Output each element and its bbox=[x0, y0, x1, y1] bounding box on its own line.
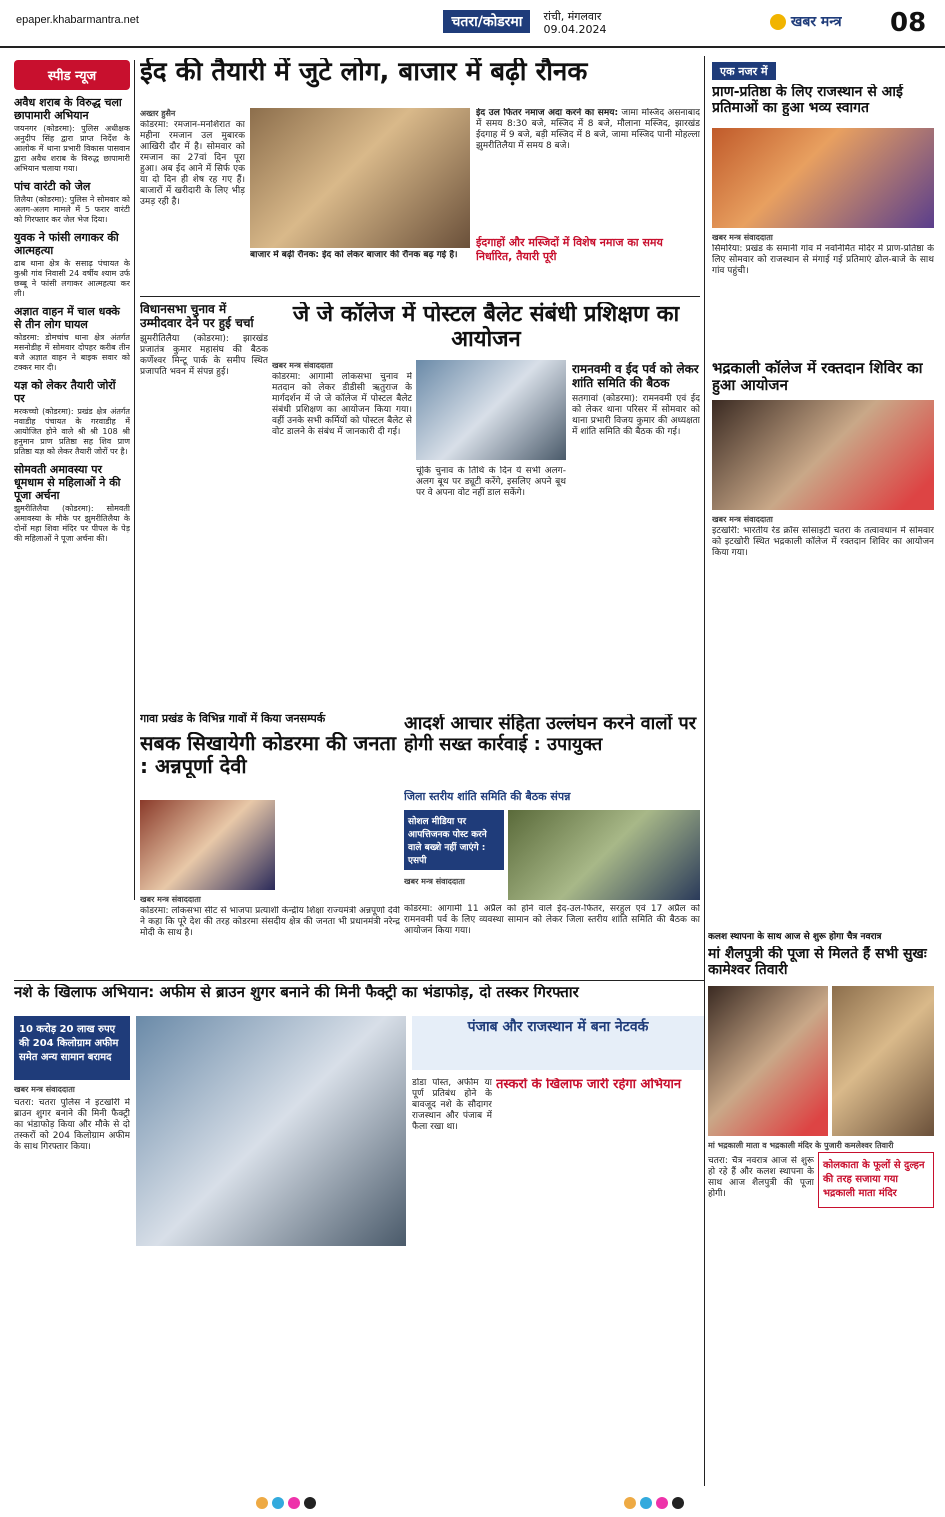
pran-headline: प्राण-प्रतिष्ठा के लिए राजस्थान से आई प्रतिमाओं का हुआ भव्य स्वागत bbox=[712, 84, 903, 117]
column-divider bbox=[704, 56, 705, 1486]
goddess-photo bbox=[708, 986, 828, 1136]
jj-headline: जे जे कॉलेज में पोस्टल बैलेट संबंधी प्रशिक्षण का आयोजन bbox=[292, 302, 680, 353]
navratra-headline: मां शैलपुत्री की पूजा से मिलते हैं सभी सुखः कामेश्वर तिवारी bbox=[708, 946, 927, 979]
speed-news-item: सोमवती अमावस्या पर धूमधाम से महिलाओं ने की पूजा अर्चना झुमरीतिलैया (कोडरमा): सोमवती अमावस्या के मौके पर झुमरीतिलैया के दोनों महा शिवा मंदिर पर पीपल के पेड़ की महिलाओं ने पूजा अर्चना की। bbox=[14, 463, 130, 543]
speed-news-item: युवक ने फांसी लगाकर की आत्महत्या ढाब थाना क्षेत्र के ससाढ़ पंचायत के कुश्री गांव निवासी 24 वर्षीय श्याम उर्फ छब्बू ने फांसी लगाकर आत्महत्या कर ली। bbox=[14, 231, 130, 298]
pran-procession-photo bbox=[712, 128, 934, 228]
eid-headline: ईद की तैयारी में जुटे लोग, बाजार में बढ़ी रौनक bbox=[140, 58, 588, 87]
brand-logo: खबर मन्त्र bbox=[770, 12, 842, 31]
column-divider bbox=[134, 60, 135, 900]
annapurna-headline: सबक सिखायेगी कोडरमा की जनता : अन्नपूर्णा देवी bbox=[140, 732, 397, 778]
blood-byline: खबर मन्त्र संवाददाता bbox=[712, 515, 773, 524]
speed-news-item: पांच वारंटी को जेल तिलैया (कोडरमा): पुलिस ने सोमवार को अलग-अलग मामले में 5 फरार वारंटी को गिरफ्तार कर जेल भेज दिया। bbox=[14, 180, 130, 224]
aachar-headline: आदर्श आचार संहिता उल्लंघन करने वालों पर होगी सख्त कार्रवाई : उपायुक्त bbox=[404, 714, 697, 755]
dateline bbox=[395, 10, 655, 36]
site-url[interactable]: epaper.khabarmantra.net bbox=[16, 14, 139, 26]
section-label: चतरा/कोडरमा bbox=[443, 10, 530, 33]
masthead bbox=[0, 0, 945, 48]
annapurna-photo bbox=[140, 800, 275, 890]
annapurna-byline: खबर मन्त्र संवाददाता bbox=[140, 895, 201, 904]
network-box: पंजाब और राजस्थान में बना नेटवर्क bbox=[412, 1016, 704, 1070]
navratra-body: चतरा: चैत्र नवरात्र आज से शुरू हो रहे हैं और कलश स्थापना के साथ आज शैलपुत्री की पूजा होगी। bbox=[708, 1156, 814, 1199]
speed-news-item: यज्ञ को लेकर तैयारी जोरों पर मरकच्चो (कोडरमा): प्रखंड क्षेत्र अंतर्गत नवाडीह पंचायत के गरवाडीह में आयोजित होने वाले श्री श्री 108 श्री हनुमान प्राण प्रतिष्ठा सह शिव प्राण प्रतिष्ठा यज्ञ को लेकर तैयारी जोरों पर है। bbox=[14, 379, 130, 456]
city-day: रांची, मंगलवार bbox=[543, 10, 602, 23]
peace-committee-photo bbox=[508, 810, 700, 900]
speed-news-label: स्पीड न्यूज bbox=[14, 60, 130, 90]
jj-byline: खबर मन्त्र संवाददाता bbox=[272, 361, 333, 370]
eid-market-photo bbox=[250, 108, 470, 248]
issue-date: 09.04.2024 bbox=[543, 23, 607, 36]
divider bbox=[14, 980, 704, 981]
speed-news-column bbox=[14, 60, 130, 900]
annapurna-body: कोडरमा: लोकसभा सीट से भाजपा प्रत्याशी केन्द्रीय शिक्षा राज्यमंत्री अन्नपूर्णा देवी ने कहा कि पूरे देश की तरह कोडरमा संसदीय क्षेत्र की जनता भी प्रधानमंत्री नरेन्द्र मोदी के साथ है। bbox=[140, 906, 400, 938]
kolkata-flowers-box: कोलकाता के फूलों से दुल्हन की तरह सजाया गया भद्रकाली माता मंदिर bbox=[818, 1152, 934, 1208]
vidhansabha-box: विधानसभा चुनाव में उम्मीदवार देने पर हुई चर्चा झुमरीतिलैया (कोडरमा): झारखंड प्रजातंत्र कुमार महासंघ की बैठक कर्णेश्वर मिन्टू पार्क के समीप स्थित प्रजापति भवन में संपन्न हुई। bbox=[140, 302, 268, 377]
ramnavami-box: रामनवमी व ईद पर्व को लेकर शांति समिति की बैठक सतगावां (कोडरमा): रामनवमी एवं ईद को लेकर थाना परिसर में सोमवार को थाना प्रभारी विजय कुमार की अध्यक्षता में शांति समिति की बैठक की गई। bbox=[572, 362, 700, 437]
navratra-kicker: कलश स्थापना के साथ आज से शुरू होगा चैत्र नवरात्र bbox=[708, 932, 882, 942]
blood-headline: भद्रकाली कॉलेज में रक्तदान शिविर का हुआ आयोजन bbox=[712, 360, 923, 395]
drug-headline: नशे के खिलाफ अभियान: अफीम से ब्राउन शुगर बनाने की मिनी फैक्ट्री का भंडाफोड़, दो तस्कर गिरफ्तार bbox=[14, 984, 579, 1001]
network-body: डोडा पोस्त, अफीम या पूर्ण प्रतिबंध होने के बावजूद नशे के सौदागर राजस्थान और पंजाब में फैला रखा था। bbox=[412, 1078, 492, 1132]
logo-icon bbox=[770, 14, 786, 30]
namaz-schedule: ईद उल फितर नमाज अदा करने का समय: जामा मस्जिद असनाबाद में समय 8:30 बजे, मस्जिद में 8 बजे, मौलाना मस्जिद, झारखंड ईदगाह में 9 बजे, बड़ी मस्जिद में 8 बजे, जामा मस्जिद पानी मोहल्ला झुमरीतिलैया में समय 8 बजे। bbox=[476, 108, 700, 151]
divider bbox=[140, 296, 700, 297]
jj-body: कोडरमा: आगामी लोकसभा चुनाव में मतदान को लेकर डीडीसी ऋतुराज के मार्गदर्शन में जे जे कॉलेज में पोस्टल बैलेट संबंधी प्रशिक्षण का आयोजन किया गया। वहीं उनके सभी कर्मियों को पोस्टल बैलेट से वोट डालने के संबंध में जानकारी दी गई। bbox=[272, 372, 412, 437]
eid-byline: अख्तर हुसैन bbox=[140, 109, 176, 118]
seizure-box: 10 करोड़ 20 लाख रुपए की 204 किलोग्राम अफीम समेत अन्य सामान बरामद bbox=[14, 1016, 130, 1080]
navratra-caption: मां भद्रकाली माता व भद्रकाली मंदिर के पुजारी कमलेश्वर तिवारी bbox=[708, 1141, 894, 1150]
priest-photo bbox=[832, 986, 934, 1136]
aachar-byline: खबर मन्त्र संवाददाता bbox=[404, 877, 465, 886]
pran-byline: खबर मन्त्र संवाददाता bbox=[712, 233, 773, 242]
aachar-kicker: जिला स्तरीय शांति समिति की बैठक संपन्न bbox=[404, 790, 571, 803]
jj-training-photo bbox=[416, 360, 566, 460]
speed-news-item: अज्ञात वाहन में चाल धक्के से तीन लोग घायल कोडरमा: डोमचांच थाना क्षेत्र अंतर्गत मसनोडीह में सोमवार दोपहर करीब तीन बजे अज्ञात वाहन ने बाइक सवार को टक्कर मार दी। bbox=[14, 305, 130, 372]
eid-body: कोडरमा: रमजान-मनशिरात का महीना रमजान उल मुबारक आखिरी दौर में है। सोमवार को रमजान का 27वां दिन पूरा हुआ। अब ईद आने में सिर्फ एक या दो दिन ही शेष रह गए हैं। बाजारों में खरीदारी के लिए भीड़ उमड़ रही है। bbox=[140, 120, 245, 207]
eid-photo-caption: बाजार में बढ़ी रौनक: ईद को लेकर बाजार की रौनक बढ़ गई है। bbox=[250, 250, 458, 260]
namaz-subhead: ईदगाहों और मस्जिदों में विशेष नमाज का समय निर्धारित, तैयारी पूरी bbox=[476, 236, 663, 263]
blood-donation-photo bbox=[712, 400, 934, 510]
social-media-box: सोशल मीडिया पर आपत्तिजनक पोस्ट करने वाले बख्शे नहीं जाएंगे : एसपी bbox=[404, 810, 504, 870]
drug-body: चतरा: चतरा पुलिस ने इटखोरी में ब्राउन शुगर बनाने की मिनी फैक्ट्री का भंडाफोड़ किया और मौके से दो तस्करों को 204 किलोग्राम अफीम के साथ गिरफ्तार किया। bbox=[14, 1098, 130, 1152]
jj-body-continued: चूंकि चुनाव के तिथि के दिन ये सभी अलग-अलग बूथ पर ड्यूटी करेंगे, इसलिए अपने बूथ पर वे अपना वोट नहीं डाल सकेंगे। bbox=[416, 466, 566, 498]
aachar-body: कोडरमा: आगामी 11 अप्रैल को होने वाले ईद-उल-फितर, सरहुल एवं 17 अप्रैल को रामनवमी पर्व के लिए व्यवस्था सामान को लेकर जिला स्तरीय शांति समिति की बैठक का आयोजन किया गया। bbox=[404, 904, 700, 936]
campaign-subhead: तस्करों के खिलाफ जारी रहेगा अभियान bbox=[496, 1078, 682, 1092]
blood-body: इटखोरी: भारतीय रेड क्रॉस सोसाइटी चतरा के तत्वावधान में सोमवार को इटखोरी स्थित भद्रकाली कॉलेज में रक्तदान शिविर का आयोजन किया गया। bbox=[712, 526, 934, 558]
pran-body: सिमरिया: प्रखंड के समानी गांव में नवनिर्मित मंदिर में प्राण-प्रतिष्ठा के लिए सोमवार को राजस्थान से मंगाई गई प्रतिमाएं ढोल-बाजे के साथ गांव पहुंची। bbox=[712, 244, 934, 276]
speed-news-item: अवैध शराब के विरुद्ध चला छापामारी अभियान जयनगर (कोडरमा): पुलिस अधीक्षक अनुदीप सिंह द्वारा प्राप्त निर्देश के आलोक में थाना प्रभारी विकास पासवान द्वारा अवैध शराब के विरुद्ध छापामारी अभियान चलाया गया। bbox=[14, 96, 130, 173]
page-number: 08 bbox=[890, 8, 927, 38]
drug-byline: खबर मन्त्र संवाददाता bbox=[14, 1085, 75, 1094]
print-registration-marks bbox=[40, 1494, 900, 1512]
annapurna-kicker: गावा प्रखंड के विभिन्न गावों में किया जनसम्पर्क bbox=[140, 712, 326, 725]
police-press-photo bbox=[136, 1016, 406, 1246]
ek-nazar-tag: एक नजर में bbox=[712, 60, 932, 80]
